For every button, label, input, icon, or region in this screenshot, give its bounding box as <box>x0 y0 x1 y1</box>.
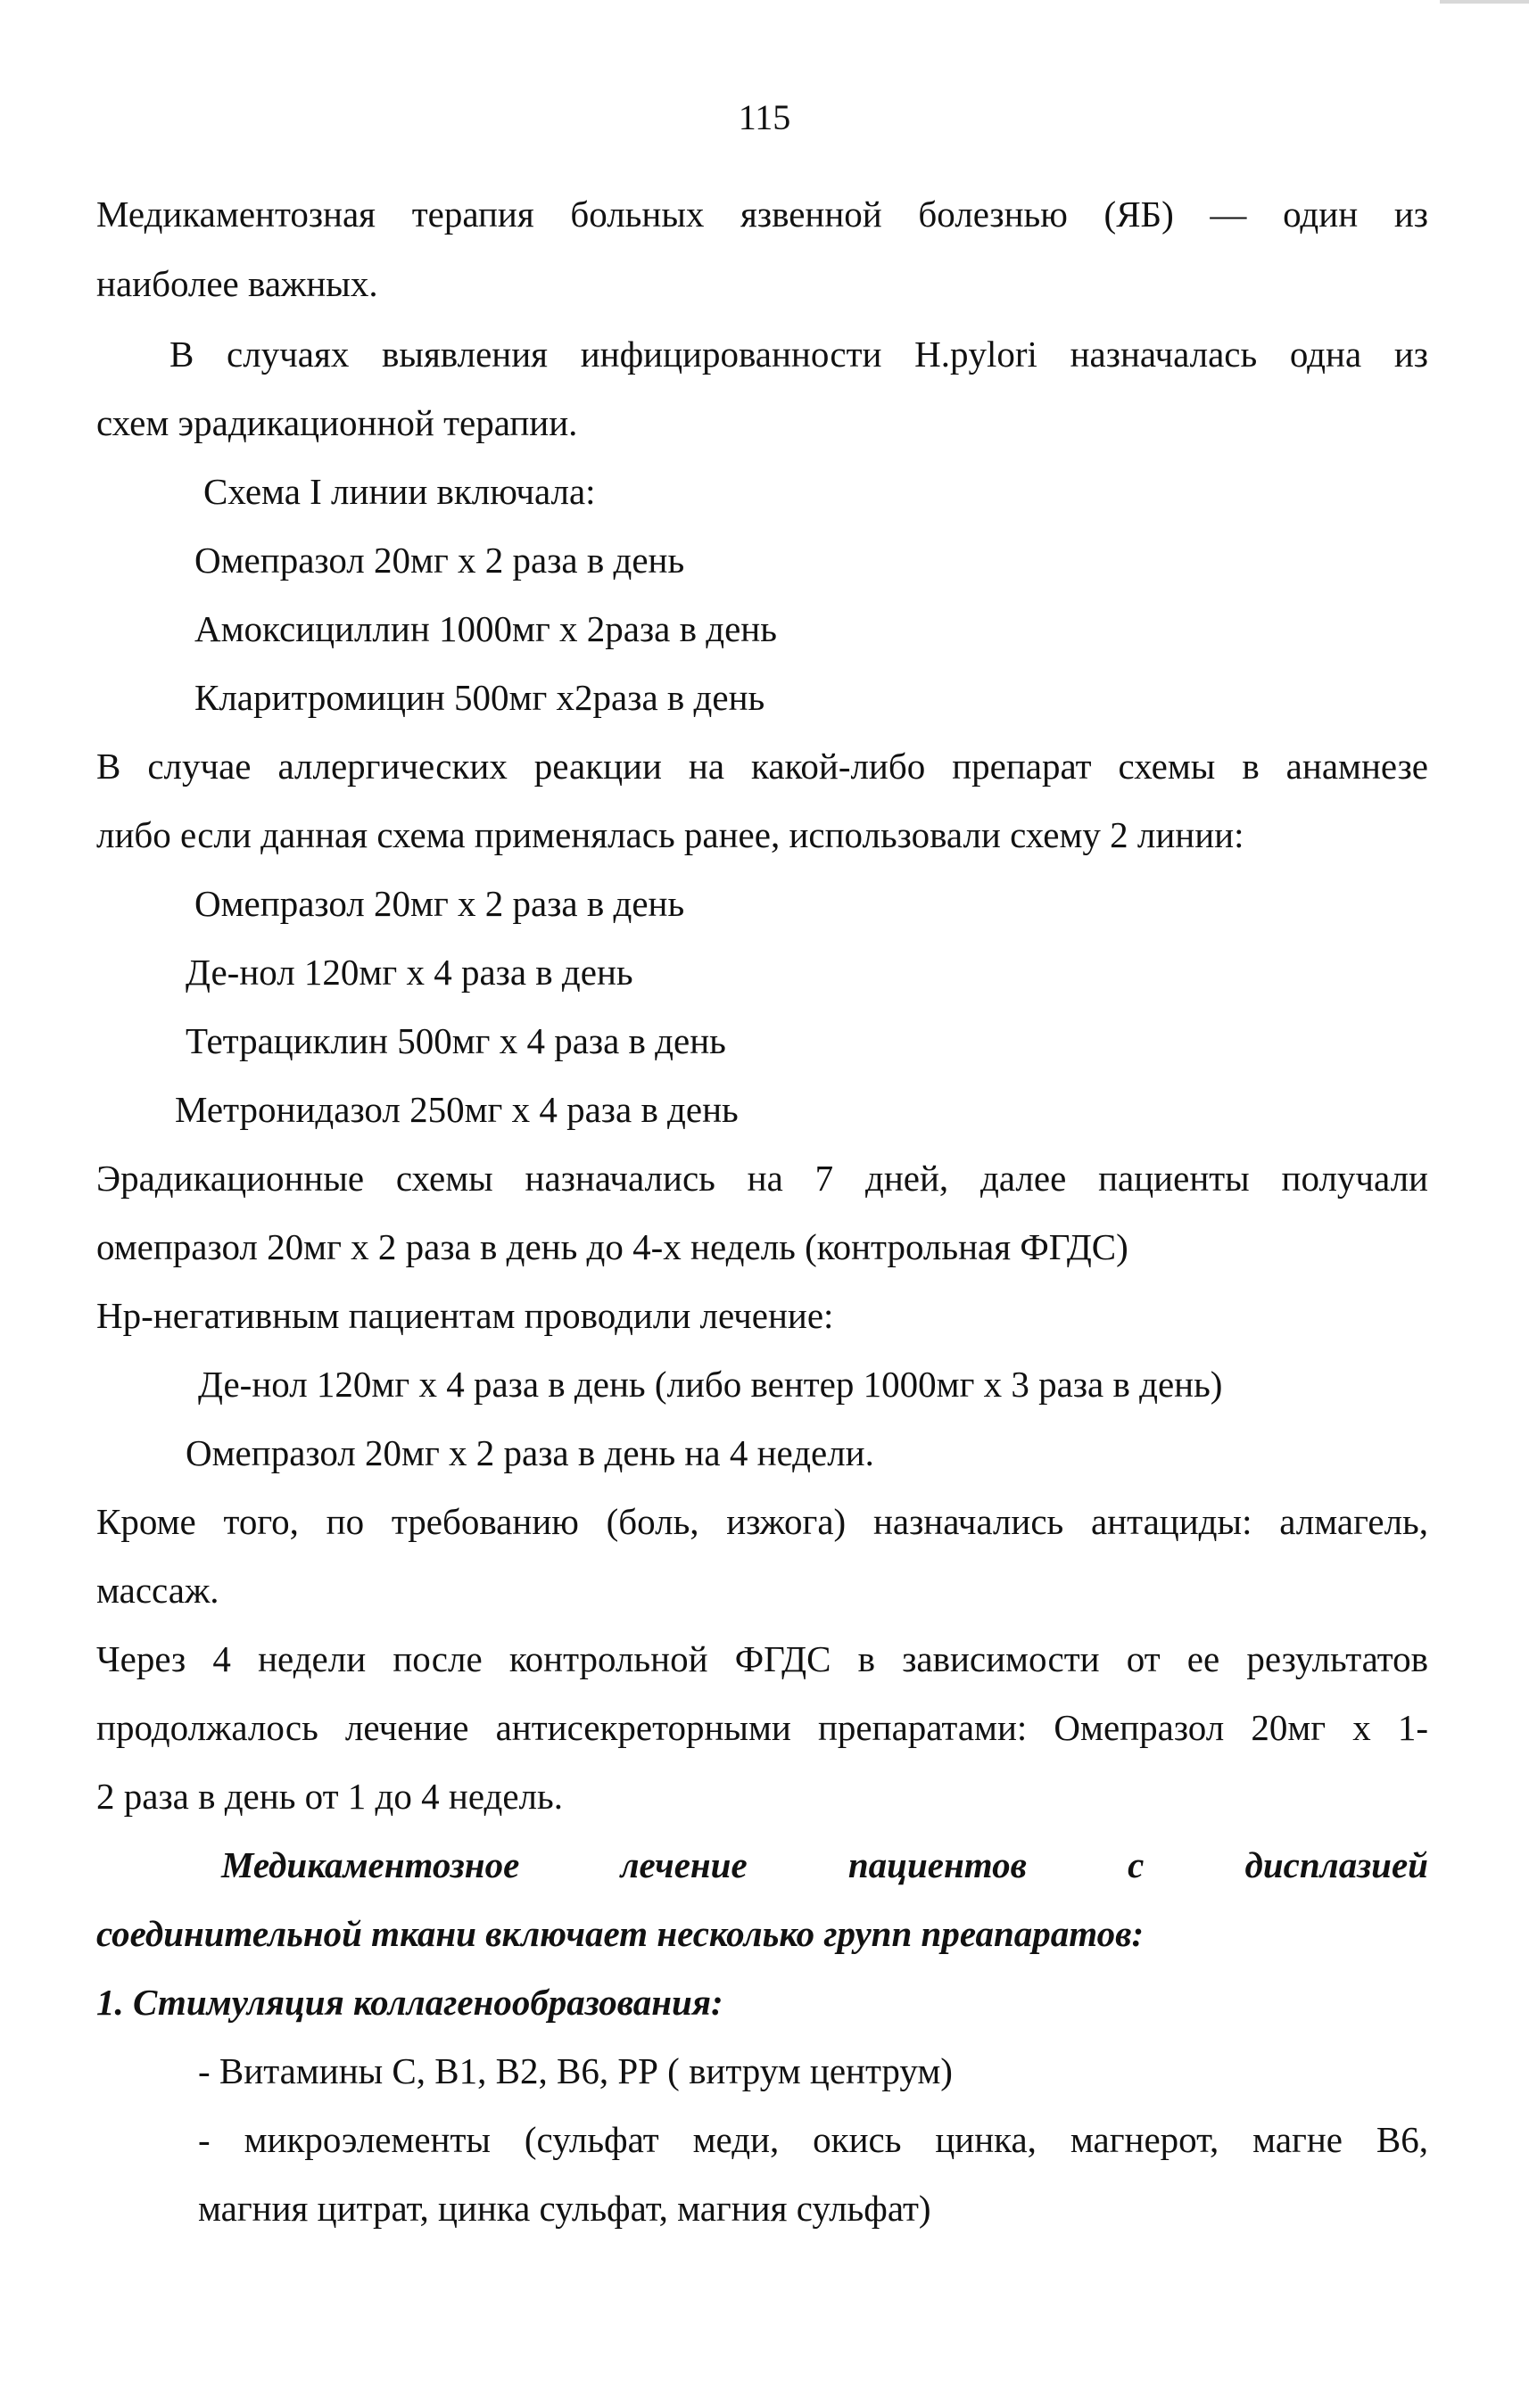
paragraph-line: либо если данная схема применялась ранее, использовали схему 2 линии: <box>96 814 1244 855</box>
scan-edge-mark <box>1440 0 1529 4</box>
section-heading: Медикаментозное лечение пациентов с дисплазией <box>221 1844 1428 1885</box>
paragraph-line: В случае аллергических реакции на какой-либо препарат схемы в анамнезе <box>96 746 1428 787</box>
scheme-item: Омепразол 20мг х 2 раза в день на 4 недели. <box>186 1432 874 1473</box>
paragraph-line: продолжалось лечение антисекреторными препаратами: Омепразол 20мг х 1- <box>96 1707 1428 1748</box>
page-number: 115 <box>738 97 791 137</box>
scheme-item: Де-нол 120мг х 4 раза в день (либо вентер 1000мг х 3 раза в день) <box>198 1364 1223 1405</box>
section-heading: соединительной ткани включает несколько групп преапаратов: <box>96 1913 1145 1954</box>
paragraph-line: Эрадикационные схемы назначались на 7 дней, далее пациенты получали <box>96 1158 1428 1199</box>
scheme-item: Де-нол 120мг х 4 раза в день <box>186 952 633 993</box>
subsection-heading: 1. Стимуляция коллагенообразования: <box>96 1982 723 2023</box>
scheme-item: Кларитромицин 500мг х2раза в день <box>194 677 765 718</box>
scheme-item: Тетрациклин 500мг х 4 раза в день <box>186 1020 726 1061</box>
scheme-item: Омепразол 20мг х 2 раза в день <box>194 883 685 924</box>
paragraph-line: Кроме того, по требованию (боль, изжога) назначались антациды: алмагель, <box>96 1501 1428 1542</box>
scheme-item: Амоксициллин 1000мг х 2раза в день <box>194 608 777 649</box>
list-item: магния цитрат, цинка сульфат, магния сульфат) <box>198 2188 931 2229</box>
paragraph-line: Медикаментозная терапия больных язвенной болезнью (ЯБ) — один из <box>96 194 1428 235</box>
paragraph-line: массаж. <box>96 1570 219 1611</box>
paragraph-line: В случаях выявления инфицированности H.pylori назначалась одна из <box>169 334 1428 375</box>
scheme-heading: Схема I линии включала: <box>203 471 596 512</box>
scheme-item: Омепразол 20мг х 2 раза в день <box>194 540 685 581</box>
paragraph-line: Через 4 недели после контрольной ФГДС в зависимости от ее результатов <box>96 1638 1428 1679</box>
paragraph-line: 2 раза в день от 1 до 4 недель. <box>96 1776 563 1817</box>
paragraph-line: схем эрадикационной терапии. <box>96 402 578 443</box>
paragraph-line: наиболее важных. <box>96 263 378 304</box>
paragraph-line: омепразол 20мг х 2 раза в день до 4-х недель (контрольная ФГДС) <box>96 1226 1128 1267</box>
scheme-item: Метронидазол 250мг х 4 раза в день <box>175 1089 739 1130</box>
list-item: - микроэлементы (сульфат меди, окись цинка, магнерот, магне В6, <box>198 2119 1428 2160</box>
paragraph-line: Hp-негативным пациентам проводили лечение: <box>96 1295 834 1336</box>
list-item: - Витамины С, В1, В2, В6, РР ( витрум центрум) <box>198 2050 953 2091</box>
